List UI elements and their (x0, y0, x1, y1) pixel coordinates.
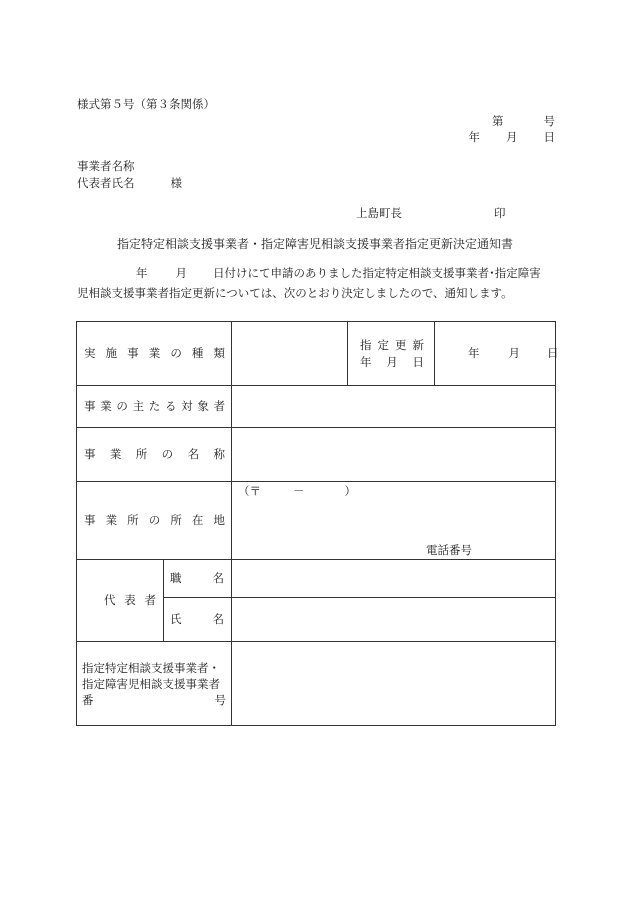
document-number-line (492, 116, 555, 128)
label-char: る (164, 398, 177, 413)
label-char: 名 (187, 446, 200, 461)
name-label (170, 597, 224, 642)
office-address-label (84, 481, 225, 560)
date-month: 月 (506, 130, 518, 144)
label-column-line (231, 321, 232, 726)
label-char: 定 (377, 337, 389, 352)
renewal-label-right-line (434, 321, 435, 386)
mayor-title: 上島町長 (356, 206, 402, 220)
label-char: 所 (170, 512, 182, 527)
label-char: 対 (181, 398, 193, 413)
label-char: 日 (412, 354, 424, 369)
label-char: 事 (84, 446, 96, 461)
representative-split-line (163, 559, 164, 642)
label-char: 新 (412, 337, 424, 352)
position-label (170, 559, 224, 598)
table-border-bottom (76, 725, 556, 726)
label-char: 地 (213, 512, 225, 527)
renewal-date-value (468, 321, 559, 386)
label-char: 事 (127, 345, 139, 360)
representative-line (77, 178, 182, 190)
operator-number-label-line3 (82, 695, 226, 707)
label-char: 施 (105, 345, 118, 360)
label-char: 代 (104, 592, 116, 607)
operator-number-label-line1: 指定特定相談支援事業者・ (82, 661, 220, 675)
body-line-1 (136, 268, 541, 280)
label-char: 所 (127, 512, 139, 527)
representative-label (104, 559, 156, 642)
label-char: の (116, 398, 128, 413)
document-title: 指定特定相談支援事業者・指定障害児相談支援事業者指定更新決定通知書 (116, 237, 513, 251)
date-year: 年 (468, 130, 480, 144)
label-char: 表 (124, 592, 136, 607)
number-prefix: 第 (492, 114, 504, 128)
renewal-date-label-line1 (360, 339, 424, 352)
label-char: 名 (212, 611, 224, 626)
postal-open: （〒 (238, 484, 261, 498)
seal-mark: 印 (494, 206, 506, 220)
operator-number-ban: 番 (82, 693, 94, 708)
renewal-date-label-line2 (360, 356, 424, 369)
label-char: 月 (386, 354, 398, 369)
label-char: 事 (84, 512, 96, 527)
label-char: 主 (132, 398, 145, 413)
label-char: 氏 (170, 611, 182, 626)
label-char: 名 (212, 570, 224, 585)
label-char: 業 (100, 398, 112, 413)
postal-code-line (238, 486, 356, 498)
label-char: の (170, 345, 182, 360)
label-char: 更 (395, 337, 407, 352)
honorific: 様 (170, 176, 182, 190)
number-suffix: 号 (543, 114, 555, 128)
postal-close: ） (344, 484, 356, 498)
business-type-label (84, 321, 225, 386)
renewal-label-left-line (347, 321, 348, 386)
label-char: 者 (213, 398, 225, 413)
body-line-2: 児相談支援事業者指定更新については、次のとおり決定しましたので、通知します。 (77, 286, 513, 300)
label-char: 業 (148, 345, 161, 360)
phone-number-label: 電話番号 (426, 543, 472, 557)
renewal-month: 月 (508, 345, 520, 360)
representative-name-label: 代表者氏名 (77, 176, 135, 190)
label-char: 年 (360, 354, 372, 369)
renewal-year: 年 (468, 345, 480, 360)
label-char: 業 (109, 446, 122, 461)
label-char: た (148, 398, 161, 413)
postal-dash: － (293, 484, 305, 498)
label-char: の (161, 446, 174, 461)
document-date-line (469, 132, 556, 144)
label-char: 指 (360, 337, 372, 352)
body-month: 月 (175, 266, 187, 280)
label-char: 業 (105, 512, 118, 527)
office-name-label (84, 427, 225, 482)
main-target-label (84, 385, 225, 428)
label-char: 称 (213, 446, 225, 461)
label-char: 所 (135, 446, 148, 461)
body-line-1-text: 日付けにて申請のありました指定特定相談支援事業者･指定障害 (213, 266, 541, 280)
label-char: 象 (197, 398, 209, 413)
issuer-line (356, 208, 506, 220)
body-year: 年 (136, 266, 148, 280)
label-char: 事 (84, 398, 96, 413)
operator-number-label-line2: 指定障害児相談支援事業者 (82, 677, 220, 691)
label-char: 類 (213, 345, 225, 360)
label-char: 職 (170, 570, 182, 585)
label-char: 種 (191, 345, 204, 360)
form-number: 様式第５号（第３条関係） (77, 97, 215, 111)
label-char: 者 (144, 592, 156, 607)
table-border-left (76, 321, 77, 726)
business-name-label: 事業者名称 (77, 159, 135, 173)
details-table (76, 321, 559, 726)
label-char: 在 (191, 512, 204, 527)
date-day: 日 (543, 130, 555, 144)
operator-number-go: 号 (214, 693, 226, 708)
renewal-day: 日 (547, 345, 559, 360)
label-char: の (148, 512, 161, 527)
label-char: 実 (84, 345, 96, 360)
